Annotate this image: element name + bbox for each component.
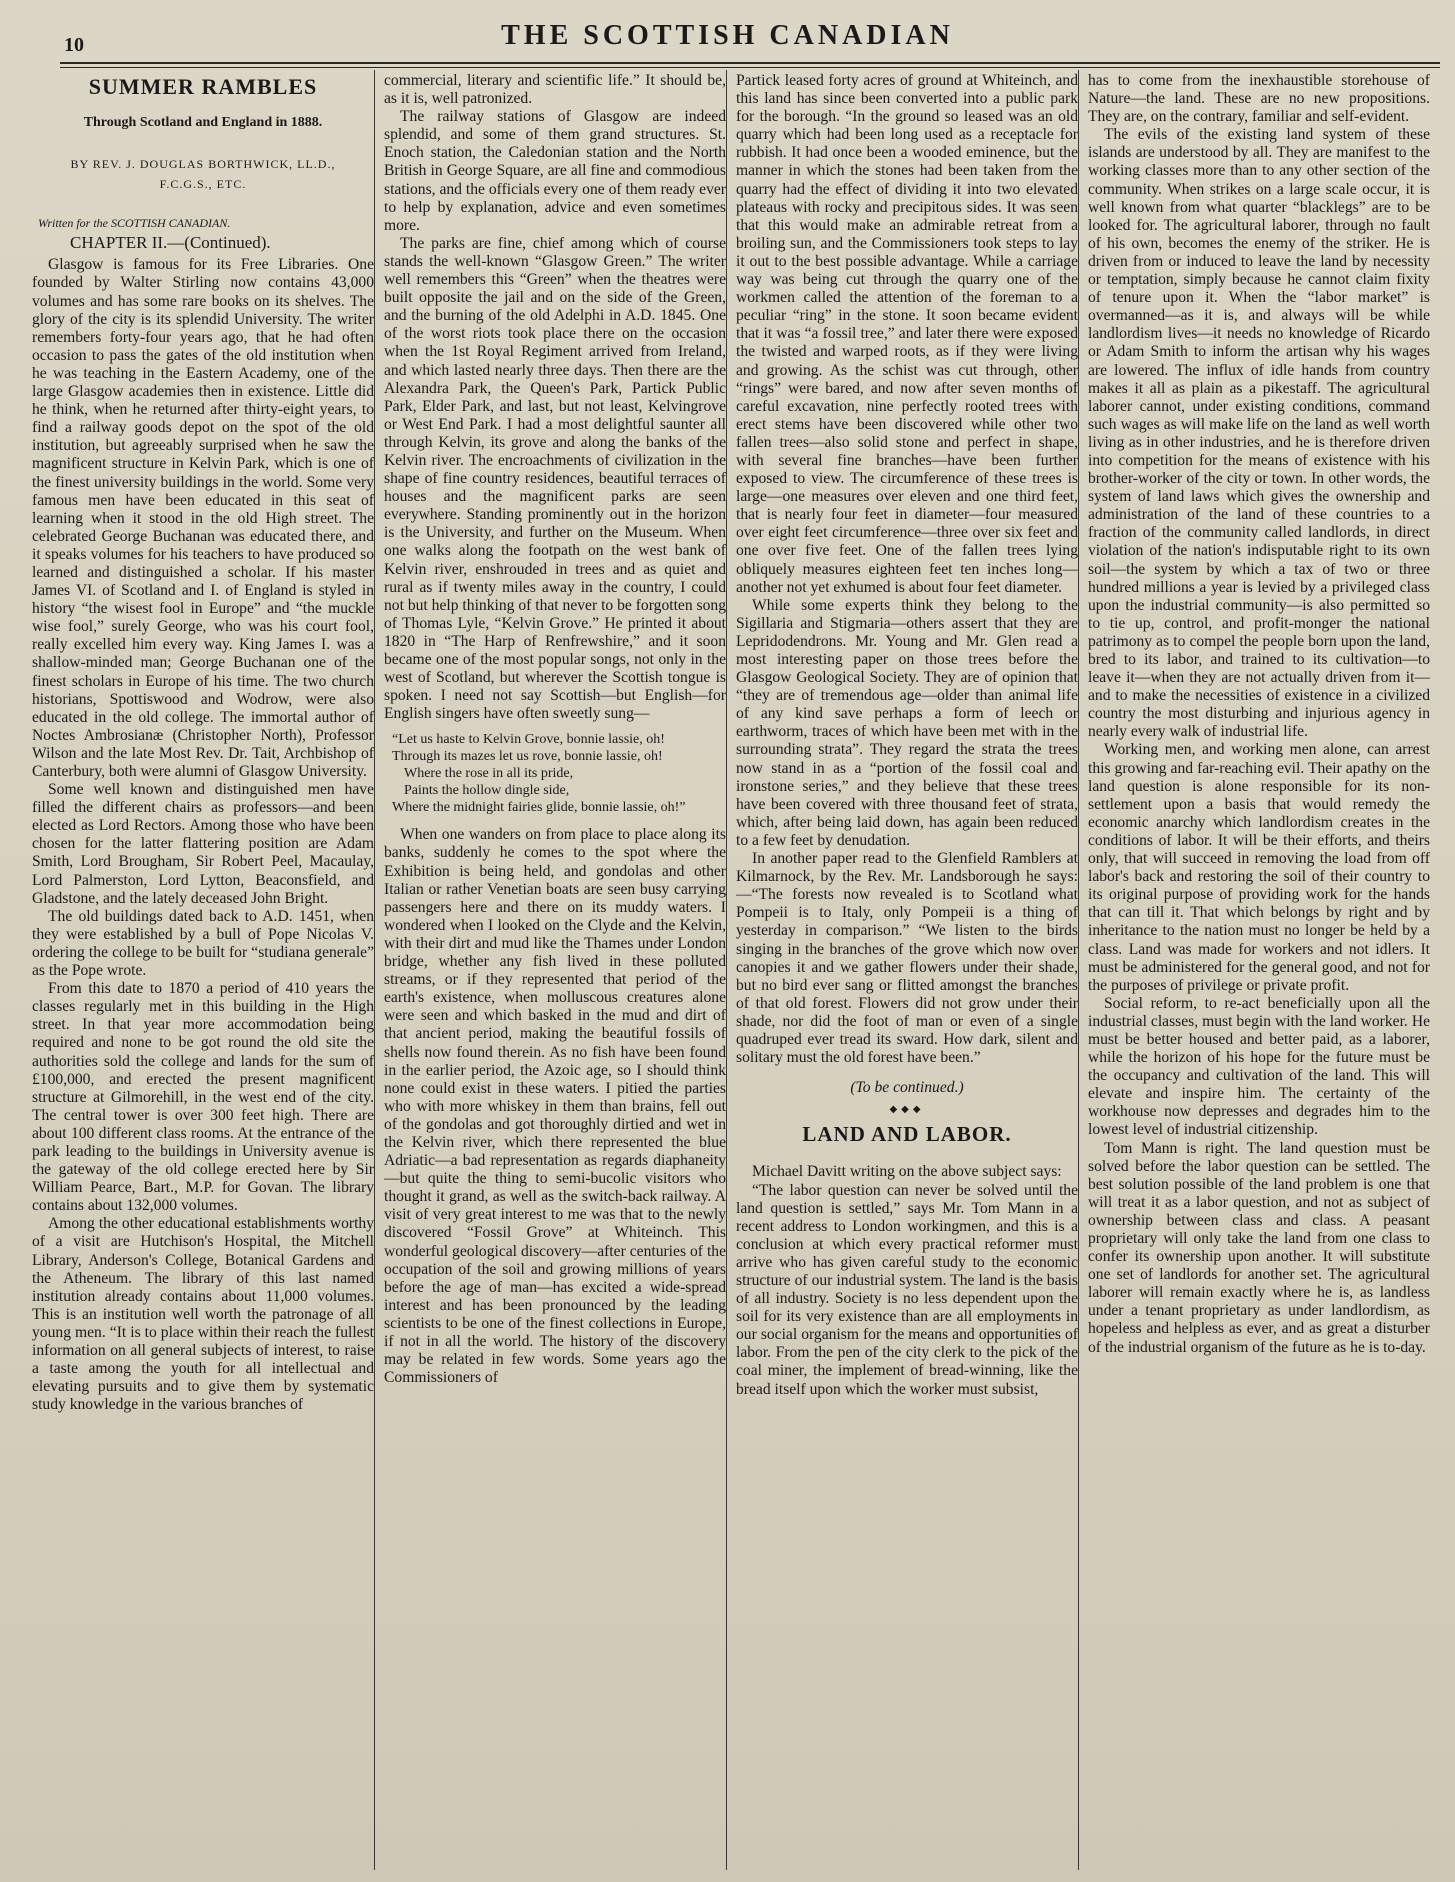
masthead-rule-thin [60,67,1440,68]
column-divider [726,70,727,1870]
paragraph: commercial, literary and scientific life.” It should be, as it is, well patronized. [384,72,726,108]
paragraph: Working men, and working men alone, can arrest this growing and far-reaching evil. Their apathy on the land question is alone responsible for its non-settlement upon a basis that would remedy the economic anarchy which landlordism creates in the conditions of labor. It will be their efforts, and theirs only, that will succeed in removing the load from off labor's back and restoring the soil of their country to its original purpose of providing work for the hands that can till it. That which belongs by right and by inheritance to the nation must no longer be held by a class. Land was made for workers and not idlers. It must be administered for the general good, and not for the purposes of privilege or private profit. [1088,741,1430,994]
article-title: SUMMER RAMBLES [88,74,318,99]
paragraph: While some experts think they belong to the Sigillaria and Stigmaria—others assert that they are Lepridodendrons. Mr. Young and Mr. Glen read a most interesting paper on those trees before the Glasgow Geological Society. They are of opinion that “they are of tremendous age—older than animal life of any kind save perhaps a form of leech or earthworm, traces of which have been met with in the surrounding strata”. They regard the strata the trees now stand in as a “portion of the fossil coal and ironstone series,” and they believe that these trees have been covered with three thousand feet of strata, which, after being laid down, has again been reduced to a few feet by denudation. [736,596,1078,849]
masthead-rule [60,62,1440,64]
paragraph: Social reform, to re-act beneficially upon all the industrial classes, must begin with the land worker. He must be better housed and better paid, as a laborer, while the horizon of his hope for the future must be the occupancy and cultivation of the land. This will elevate and inspire him. The certainty of the workhouse now depresses and degrades him to the lowest level of industrial citizenship. [1088,994,1430,1139]
ornament-divider: ◆◆◆ [889,1104,925,1116]
poem-quote [392,731,726,816]
column-4 [1088,72,1430,1868]
page-number: 10 [64,34,84,56]
paragraph: The old buildings dated back to A.D. 1451, when they were established by a bull of Pope Nicolas V. ordering the college to be built for “studiana generale” as the Pope wrote. [32,907,374,980]
paragraph: From this date to 1870 a period of 410 years the classes regularly met in this building in the High street. In that year more accommodation being required and none to be got round the old site the authorities sold the college and lands for the sum of £100,000, and erected the present magnificent structure at Gilmorehill, in the west end of the city. The central tower is over 300 feet high. There are about 100 different class rooms. At the entrance of the park leading to the buildings in University avenue is the gateway of the old college erected here by Sir William Pearce, Bart., M.P. for Govan. The library contains about 132,000 volumes. [32,980,374,1215]
paragraph: Tom Mann is right. The land question must be solved before the labor question can be settled. The best solution possible of the land problem is one that will treat it as a labor question, and not as subject of ownership between class and class. A peasant proprietary will only take the land from one class to confer its ownership upon another. It will substitute one set of landlords for another set. The agricultural laborer will remain exactly where he is, as landless under a tenant proprietary as under landlordism, as hopeless and helpless as ever, and as great a disturber of the industrial organism of the future as he is to-day. [1088,1139,1430,1356]
column-2 [384,72,726,1868]
paragraph: Glasgow is famous for its Free Libraries. One founded by Walter Stirling now contains 43,000 volumes and has some rare books on its shelves. The glory of the city is its splendid University. The writer remembers forty-four years ago, that he had often occasion to pass the gates of the old institution when he was teaching in the Eastern Academy, one of the large Glasgow academies then in existence. Little did he think, when he returned after thirty-eight years, to find a railway goods depot on the spot of the old institution, but agreeably surprised when he saw the magnificent structure in Kelvin Park, which is one of the finest university buildings in the world. Some very famous men have been educated in this seat of learning when it stood in the old High street. The celebrated George Buchanan was educated there, and it speaks volumes for his teachers to have produced so learned and distinguished a scholar. If his master James VI. of Scotland and I. of England is styled in history “the wisest fool in Europe” and “the muckle wise fool,” surely George, who was his court fool, really excelled him every way. King James I. was a shallow-minded man; George Buchanan one of the finest scholars in Europe of his time. The two church historians, Spottiswood and Wodrow, were also educated in the old college. The immortal author of Noctes Ambrosianæ (Christopher North), Professor Wilson and the late Most Rev. Dr. Tait, Archbishop of Canterbury, both were alumni of Glasgow University. [32,256,374,780]
poem-line: Where the midnight fairies glide, bonnie lassie, oh!” [392,800,686,816]
article-title: LAND AND LABOR. [802,1122,1012,1147]
poem-line: Where the rose in all its pride, [404,766,574,782]
byline [32,154,374,194]
column-1 [32,72,374,1868]
written-for-note: Written for the SCOTTISH CANADIAN. [38,216,231,231]
paragraph: The parks are fine, chief among which of course stands the well-known “Glasgow Green.” The writer well remembers this “Green” when the theatres were built opposite the jail and on the side of the Green, and the burning of the old Adelphi in A.D. 1845. One of the worst riots took place there on the occasion when the 1st Royal Regiment arrived from Ireland, and which lasted nearly three days. Then there are the Alexandra Park, the Queen's Park, Partick Public Park, Elder Park, and last, but not least, Kelvingrove or West End Park. I had a most delightful saunter all through Kelvin, its grove and along the banks of the Kelvin river. The encroachments of civilization in the shape of fine country residences, beautiful terraces of houses and the magnificent parks are seen everywhere. Standing prominently out in the horizon is the University, and further on the Museum. When one walks along the footpath on the west bank of Kelvin river, enshrouded in trees and as quiet and rural as if twenty miles away in the country, I could not but help thinking of that never to be forgotten song of Thomas Lyle, “Kelvin Grove.” He printed it about 1820 in “The Harp of Renfrewshire,” and it soon became one of the most popular songs, not only in the west of Scotland, but wherever the Scottish tongue is spoken. I need not say Scottish—but English—for English singers have often sweetly sung— [384,234,726,723]
article-subtitle: Through Scotland and England in 1888. [83,115,323,131]
column-divider [1078,70,1079,1870]
poem-line: Through its mazes let us rove, bonnie lassie, oh! [392,749,663,765]
column-3 [736,72,1078,1868]
paper-title: THE SCOTTISH CANADIAN [501,20,954,51]
paragraph: has to come from the inexhaustible storehouse of Nature—the land. These are no new propositions. They are, on the contrary, familiar and self-evident. [1088,72,1430,126]
masthead [0,14,1455,60]
poem-line: “Let us haste to Kelvin Grove, bonnie lassie, oh! [392,732,665,748]
poem-line: Paints the hollow dingle side, [404,783,570,799]
byline-line: F.C.G.S., ETC. [159,177,247,192]
paragraph: In another paper read to the Glenfield Ramblers at Kilmarnock, by the Rev. Mr. Landsborough he says:—“The forests now revealed is to Scotland what Pompeii is to Italy, only Pompeii is a thing of yesterday in comparison.” “We listen to the birds singing in the branches of the grove which now over canopies it and we gather flowers under their shade, but no bird ever sang or flitted amongst the branches of that old forest. Flowers did not grow under their shade, nor did the foot of man or even of a single quadruped ever tread its sward. How dark, silent and solitary must the old forest have been.” [736,850,1078,1067]
paragraph: The evils of the existing land system of these islands are understood by all. They are manifest to the working classes more than to any other section of the community. When strikes on a large scale occur, it is well known from what quarter “blacklegs” are to be looked for. The agricultural laborer, through no fault of his own, becomes the enemy of the striker. He is driven from or induced to leave the land by necessity or temptation, simply because he cannot claim fixity of tenure upon it. When the “labor market” is overmanned—as it is, and always will be while landlordism lives—it needs no knowledge of Ricardo or Adam Smith to inform the artisan why his wages are lowered. The influx of idle hands from country makes it all as plain as a pikestaff. The agricultural laborer cannot, under existing conditions, command such wages as will make life on the land as well worth living as in other industries, and he is therefore driven into competition for the means of existence with his brother-worker of the city or town. In other words, the system of land laws which gives the ownership and administration of the land of these countries to a fraction of the community called landlords, in direct violation of the nation's indisputable right to its own soil—the system by which a tax of two or three hundred millions a year is levied by a privileged class upon the industrial community—is also permitted so to tie up, control, and profit-monger the national patrimony as to compel the people born upon the land, bred to its labor, and trained to its cultivation—to leave it—when they are not actually driven from it—and to make the necessities of existence in a civilized country the most disturbing and injurious agency in nearly every walk of industrial life. [1088,126,1430,741]
column-divider [374,70,375,1870]
paragraph: Partick leased forty acres of ground at Whiteinch, and this land has since been converted into a public park for the borough. “In the ground so leased was an old quarry which had been long used as a receptacle for rubbish. It had once been a wooded eminence, but the manner in which the stones had been taken from the quarry had the effect of dividing it into two elevated plateaus with rocky and precipitous sides. It was seen that this would make an admirable retreat from a broiling sun, and the Commissioners took steps to lay it out to the best possible advantage. While a carriage way was being cut through the quarry one of the workmen called the attention of the foreman to a peculiar “ring” in the stone. It soon became evident that it was “a fossil tree,” and later there were exposed the twisted and warped roots, as if they were living and growing. As the schist was cut through, other “rings” were bared, and now after seven months of careful excavation, nine perfectly rooted trees with erect stems have been discovered while other two fallen trees—also solid stone and perfect in shape, with several fine branches—have been further exposed to view. The circumference of these trees is large—one measures over eleven and one third feet, that is nearly four feet in diameter—four measured over eight feet circumference—three over six feet and one over five feet. One of the fallen trees lying obliquely measures eighteen feet ten inches long—another not yet exhumed is about four feet diameter. [736,72,1078,596]
paragraph: When one wanders on from place to place along its banks, suddenly he comes to the spot where the Exhibition is being held, and gondolas and other Italian or rather Venetian boats are seen busy carrying passengers here and there on its muddy waters. I wondered when I looked on the Clyde and the Kelvin, with their dirt and mud like the Thames under London bridge, whether any fish lived in these polluted streams, or if they represented that period of the earth's existence, when molluscous creatures alone were seen and which basked in the mud and dirt of that ancient period, making the beautiful fossils of shells now found therein. As no fish have been found in the earlier period, the Azoic age, so I should think none could exist in these waters. I pitied the parties who with more whiskey in them than brains, fell out of the gondolas and got thoroughly dirtied and wet in the Kelvin river, which there represented the blue Adriatic—a bad representation as regards diaphaneity—but quite the thing to semi-bucolic visitors who thought it grand, as well as the switch-back railway. A visit of very great interest to me was that to the newly discovered “Fossil Grove” at Whiteinch. This wonderful geological discovery—after centuries of the occupation of the soil and growing millions of years before the age of man—has excited a wide-spread interest and has been pronounced by the leading scientists to be one of the finest collections in Europe, if not in all the world. The history of the discovery may be related in few words. Some years ago the Commissioners of [384,826,726,1387]
paragraph: Among the other educational establishments worthy of a visit are Hutchison's Hospital, the Mitchell Library, Anderson's College, Botanical Gardens and the Atheneum. The library of this last named institution already contains about 11,000 volumes. This is an institution well worth the patronage of all young men. “It is to place within their reach the fullest information on all general subjects of interest, to raise a taste among the youth for all intellectual and elevating pursuits and to give them by systematic study knowledge in the various branches of [32,1215,374,1414]
paragraph: “The labor question can never be solved until the land question is settled,” says Mr. Tom Mann in a recent address to London workingmen, and this is a conclusion at which every practical reformer must arrive who has given careful study to the economic structure of our industrial system. The land is the basis of all industry. Society is no less dependent upon the soil for its very existence than are all employments in our social organism for the means and opportunities of labor. From the pen of the city clerk to the pick of the coal miner, the implement of bread-winning, like the bread itself upon which the worker must subsist, [736,1181,1078,1398]
byline-line: BY REV. J. DOUGLAS BORTHWICK, LL.D., [70,157,336,172]
paragraph: The railway stations of Glasgow are indeed splendid, and some of them grand structures. St. Enoch station, the Caledonian station and the North British in George Square, are all fine and commodious stations, and the officials every one of them ready ever to help by explanation, advice and even sometimes more. [384,108,726,234]
chapter-heading: CHAPTER II.—(Continued). [70,233,271,253]
paragraph: Some well known and distinguished men have filled the different chairs as professors—and been elected as Lord Rectors. Among those who have been chosen for the latter flattering position are Adam Smith, Lord Brougham, Sir Robert Peel, Macaulay, Lord Palmerston, Lord Lytton, Beaconsfield, and Gladstone, and the lately deceased John Bright. [32,781,374,907]
paragraph: Michael Davitt writing on the above subject says: [752,1163,1062,1181]
to-be-continued: (To be continued.) [850,1079,964,1097]
